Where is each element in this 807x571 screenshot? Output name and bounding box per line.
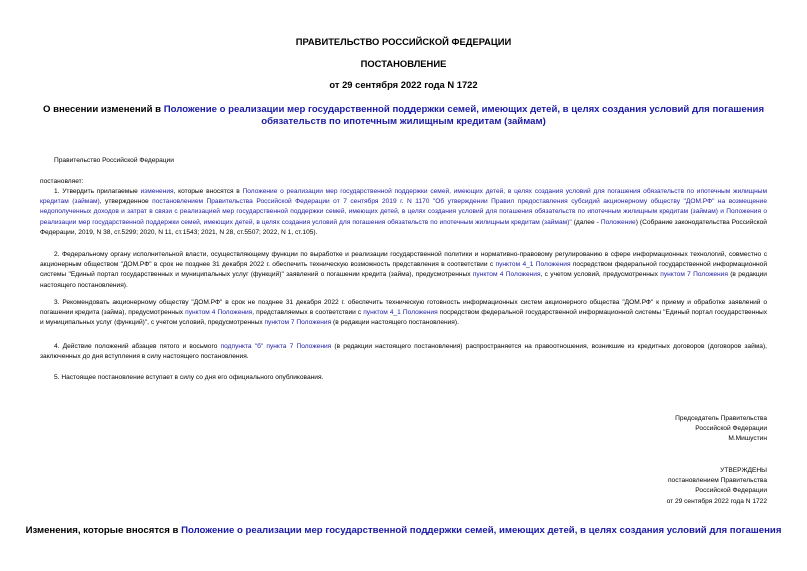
approval-line-4: от 29 сентября 2022 года N 1722 bbox=[666, 497, 767, 505]
approval-line-2: постановлением Правительства bbox=[667, 477, 767, 485]
document-title bbox=[40, 104, 767, 128]
p2-text-3: , с учетом условий, предусмотренных bbox=[540, 271, 661, 279]
changes-title-prefix: Изменения, которые вносятся в bbox=[25, 525, 182, 536]
p1-text-5: ) (Собрание законодательства Российской Федерации, 2019, N 38, ст.5299; 2020, N 11, ст.1543; 2021, N 28, ст.5507; 2022, N 1, ст.105). bbox=[40, 218, 767, 236]
p2-text-2: посредством федеральной государственной информационной системы "Единый портал государственных и муниципальных услуг (функций)" заявлений о погашении кредита (займа), предусмотренных bbox=[40, 261, 767, 279]
p4-text-2: (в редакции настоящего постановления) распространяется на правоотношения, возникшие из кредитных договоров (договоров займа), заключенных до дня вступления в силу настоящего постановления. bbox=[40, 343, 767, 361]
signature-block bbox=[675, 414, 767, 445]
p1-link-polozhenie[interactable]: Положение bbox=[600, 218, 636, 226]
issuer-text: Правительство Российской Федерации bbox=[54, 157, 174, 164]
p5-text-1: 5. Настоящее постановление вступает в силу со дня его официального опубликования. bbox=[54, 374, 324, 381]
signature-line-2: Российской Федерации bbox=[695, 425, 767, 433]
p2-link-point-4[interactable]: пунктом 4 Положения bbox=[472, 271, 541, 279]
p2-text-4: (в редакции настоящего постановления). bbox=[40, 271, 767, 289]
p1-text-2: , которые вносятся в bbox=[173, 188, 243, 195]
approval-line-3: Российской Федерации bbox=[695, 487, 767, 495]
p2-text-1: 2. Федеральному органу исполнительной власти, осуществляющему функции по выработке и реализации государственной политики и нормативно-правовому регулированию в сфере информационных технологий, совместно с акционерным обществом "ДОМ.РФ" в срок не позднее 31 декабря 2022 г. обеспечить техническую возможность представления в соответствии с bbox=[40, 251, 767, 269]
paragraph-2 bbox=[40, 250, 767, 291]
changes-title-link[interactable]: Положение о реализации мер государственной поддержки семей, имеющих детей, в целях создания условий для погашения bbox=[181, 525, 782, 536]
approval-block bbox=[667, 466, 767, 507]
paragraph-1 bbox=[40, 187, 767, 238]
p3-text-2: , представляемых в соответствии с bbox=[252, 309, 364, 317]
p3-text-3: посредством федеральной государственной информационной системы "Единый портал государственных и муниципальных услуг (функций)", с учетом условий, предусмотренных bbox=[40, 309, 768, 327]
p4-link-subpoint-b[interactable]: подпункта "б" пункта 7 Положения bbox=[220, 343, 332, 350]
p2-link-point-7[interactable]: пунктом 7 Положения bbox=[660, 271, 728, 279]
paragraph-3 bbox=[40, 298, 767, 329]
p3-text-1: 3. Рекомендовать акционерному обществу "ДОМ.РФ" в срок не позднее 31 декабря 2022 г. обеспечить техническую готовность информационных систем акционерного общества "ДОМ.РФ" к приему и обработке заявлений о погашении кредита (займа), предусмотренных bbox=[40, 299, 767, 317]
decrees-text: постановляет: bbox=[40, 178, 84, 185]
government-heading: ПРАВИТЕЛЬСТВО РОССИЙСКОЙ ФЕДЕРАЦИИ bbox=[295, 36, 512, 47]
p1-link-regulation[interactable]: Положение о реализации мер государственной поддержки семей, имеющих детей, в целях создания условий для погашения обязательств по ипотечным жилищным кредитам (займам) bbox=[40, 188, 767, 206]
p3-link-point-4-1[interactable]: пунктом 4_1 Положения bbox=[363, 309, 438, 317]
paragraph-5 bbox=[40, 373, 767, 383]
p3-text-4: (в редакции настоящего постановления). bbox=[331, 319, 459, 327]
p1-text-4: (далее - bbox=[571, 218, 601, 226]
signature-line-1: Председатель Правительства bbox=[675, 415, 767, 422]
paragraph-4 bbox=[40, 342, 767, 362]
p2-link-point-4-1[interactable]: пунктом 4_1 Положения bbox=[495, 261, 571, 269]
p1-text-3: , утвержденное bbox=[99, 198, 153, 206]
p1-link-changes[interactable]: изменения bbox=[140, 188, 174, 195]
p1-text-1: 1. Утвердить прилагаемые bbox=[54, 188, 141, 195]
changes-title bbox=[0, 525, 807, 537]
title-prefix: О внесении изменений в bbox=[42, 104, 164, 115]
approval-line-1: УТВЕРЖДЕНЫ bbox=[720, 467, 767, 474]
doc-type-heading: ПОСТАНОВЛЕНИЕ bbox=[360, 58, 447, 69]
signature-name: М.Мишустин bbox=[728, 435, 767, 443]
p4-text-1: 4. Действие положений абзацев пятого и восьмого bbox=[54, 343, 221, 350]
p3-link-point-4[interactable]: пунктом 4 Положения bbox=[185, 309, 253, 317]
p1-link-resolution[interactable]: постановлением Правительства Российской Федерации от 7 сентября 2019 г. N 1170 "Об утверждении Правил предоставления субсидий акционерному обществу "ДОМ.РФ" на возмещение недополученных доходов и затрат в связи с реализацией мер государственной поддержки семей, имеющих детей, в целях создания условий для погашения обязательств по ипотечным жилищным кредитам (займам) и Положения о реализации мер государственной поддержки семей, имеющих детей, в целях создания условий для погашения обязательств по ипотечным жилищным кредитам (займам)" bbox=[40, 198, 767, 226]
p3-link-point-7[interactable]: пунктом 7 Положения bbox=[264, 319, 332, 327]
date-number-heading: от 29 сентября 2022 года N 1722 bbox=[329, 79, 478, 90]
title-link[interactable]: Положение о реализации мер государственной поддержки семей, имеющих детей, в целях создания условий для погашения обязательств по ипотечным жилищным кредитам (займам) bbox=[163, 104, 765, 127]
